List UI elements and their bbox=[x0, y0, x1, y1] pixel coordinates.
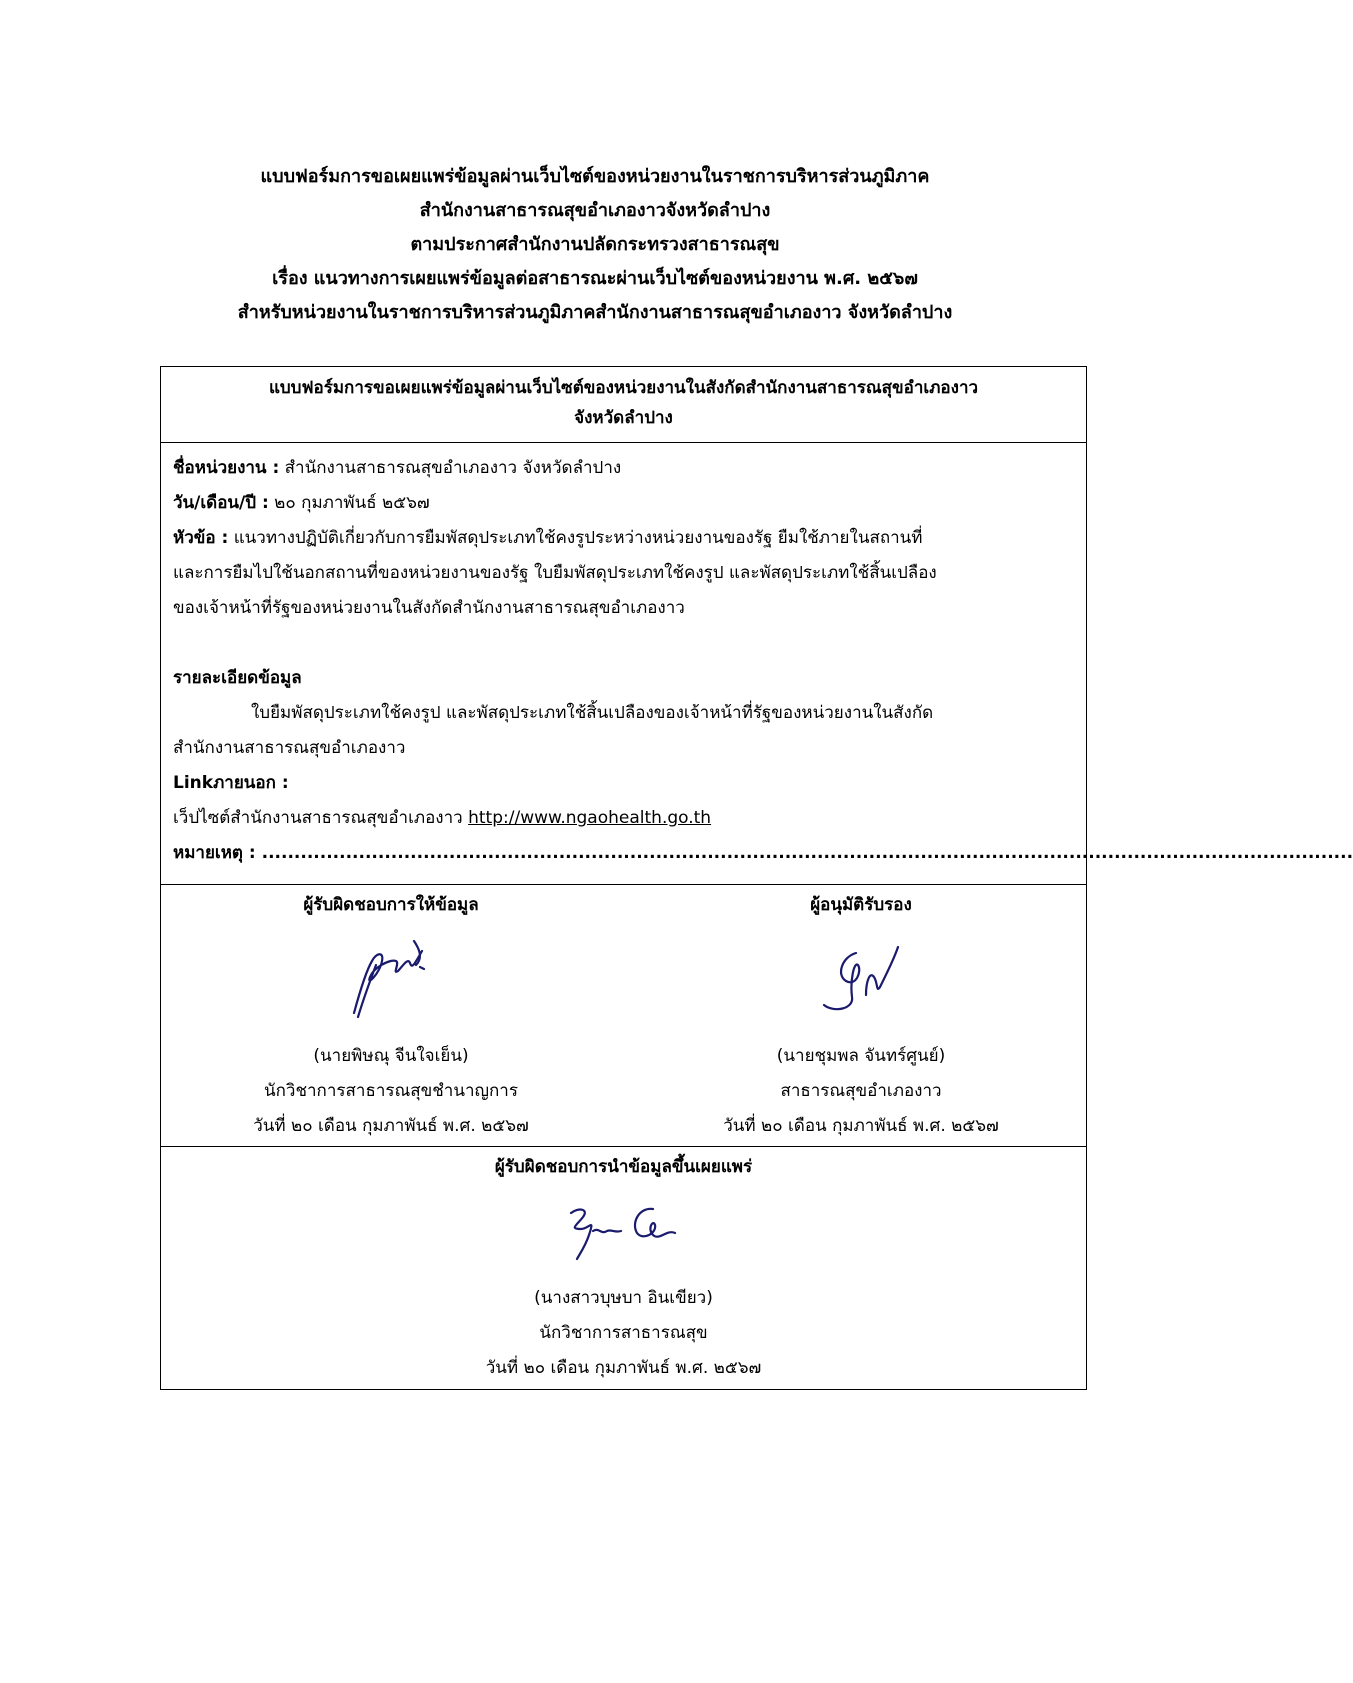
date-label: วัน/เดือน/ปี : bbox=[173, 493, 269, 513]
publisher-signature-image bbox=[161, 1187, 1086, 1281]
agency-value: สำนักงานสาธารณสุขอำเภองาว จังหวัดลำปาง bbox=[279, 458, 622, 478]
responsible-heading: ผู้รับผิดชอบการให้ข้อมูล bbox=[303, 895, 479, 915]
date-value: ๒๐ กุมภาพันธ์ ๒๕๖๗ bbox=[268, 493, 430, 513]
approver-name: (นายชุมพล จันทร์ศูนย์) bbox=[776, 1046, 946, 1066]
document-header bbox=[0, 160, 1190, 330]
request-form-table bbox=[160, 366, 1353, 1390]
publisher-box bbox=[161, 1147, 1086, 1389]
signature-icon bbox=[336, 931, 446, 1027]
approver-signature-block bbox=[681, 885, 1041, 1144]
spacer bbox=[173, 626, 1076, 661]
approver-signature-image bbox=[681, 925, 1041, 1039]
note-row bbox=[173, 836, 1353, 871]
date-row bbox=[173, 486, 1076, 521]
approver-date: วันที่ ๒๐ เดือน กุมภาพันธ์ พ.ศ. ๒๕๖๗ bbox=[723, 1116, 999, 1136]
form-info-box bbox=[161, 443, 1353, 885]
topic-label: หัวข้อ : bbox=[173, 528, 229, 548]
agency-row bbox=[173, 451, 1076, 486]
approver-heading: ผู้อนุมัติรับรอง bbox=[810, 895, 912, 915]
publisher-position: นักวิชาการสาธารณสุข bbox=[539, 1323, 708, 1343]
publisher-heading: ผู้รับผิดชอบการนำข้อมูลขึ้นเผยแพร่ bbox=[494, 1157, 753, 1177]
website-link[interactable]: http://www.ngaohealth.go.th bbox=[468, 808, 712, 828]
form-title-line-2: จังหวัดลำปาง bbox=[574, 408, 673, 428]
header-line-1: แบบฟอร์มการขอเผยแพร่ข้อมูลผ่านเว็บไซต์ของหน่วยงานในราชการบริหารส่วนภูมิภาค bbox=[260, 166, 930, 187]
signature-icon bbox=[549, 1195, 699, 1265]
header-line-5: สำหรับหน่วยงานในราชการบริหารส่วนภูมิภาคสำนักงานสาธารณสุขอำเภองาว จังหวัดลำปาง bbox=[237, 302, 953, 323]
responsible-date: วันที่ ๒๐ เดือน กุมภาพันธ์ พ.ศ. ๒๕๖๗ bbox=[253, 1116, 529, 1136]
website-label: เว็ปไซต์สำนักงานสาธารณสุขอำเภองาว bbox=[173, 808, 469, 828]
header-line-3: ตามประกาศสำนักงานปลัดกระทรวงสาธารณสุข bbox=[410, 234, 780, 255]
website-row bbox=[173, 801, 1076, 836]
topic-row bbox=[173, 521, 1076, 556]
note-dots: ......................................................................................................................................................................... bbox=[261, 843, 1353, 863]
approver-position: สาธารณสุขอำเภองาว bbox=[780, 1081, 942, 1101]
header-line-2: สำนักงานสาธารณสุขอำเภองาวจังหวัดลำปาง bbox=[419, 200, 771, 221]
header-line-4: เรื่อง แนวทางการเผยแพร่ข้อมูลต่อสาธารณะผ่านเว็บไซต์ของหน่วยงาน พ.ศ. ๒๕๖๗ bbox=[272, 268, 918, 289]
responsible-name: (นายพิษณุ จีนใจเย็น) bbox=[313, 1046, 469, 1066]
topic-line-3: ของเจ้าหน้าที่รัฐของหน่วยงานในสังกัดสำนักงานสาธารณสุขอำเภองาว bbox=[173, 598, 685, 618]
publisher-date: วันที่ ๒๐ เดือน กุมภาพันธ์ พ.ศ. ๒๕๖๗ bbox=[485, 1358, 762, 1378]
responsible-signature-image bbox=[221, 925, 561, 1039]
agency-label: ชื่อหน่วยงาน : bbox=[173, 458, 280, 478]
external-link-label: Linkภายนอก : bbox=[173, 773, 289, 793]
signature-icon bbox=[806, 931, 916, 1027]
form-title-box bbox=[161, 367, 1086, 443]
signature-box bbox=[161, 885, 1086, 1147]
details-line-1: ใบยืมพัสดุประเภทใช้คงรูป และพัสดุประเภทใช้สิ้นเปลืองของเจ้าหน้าที่รัฐของหน่วยงานในสังกัด bbox=[251, 703, 934, 723]
publisher-name: (นางสาวบุษบา อินเขียว) bbox=[534, 1288, 713, 1308]
form-title-line-1: แบบฟอร์มการขอเผยแพร่ข้อมูลผ่านเว็บไซต์ของหน่วยงานในสังกัดสำนักงานสาธารณสุขอำเภองาว bbox=[268, 378, 979, 398]
details-label: รายละเอียดข้อมูล bbox=[173, 668, 302, 688]
topic-line-2: และการยืมไปใช้นอกสถานที่ของหน่วยงานของรัฐ ใบยืมพัสดุประเภทใช้คงรูป และพัสดุประเภทใช้สิ้นเปลือง bbox=[173, 563, 937, 583]
responsible-signature-block bbox=[221, 885, 561, 1144]
note-label: หมายเหตุ : bbox=[173, 843, 262, 863]
responsible-position: นักวิชาการสาธารณสุขชำนาญการ bbox=[264, 1081, 518, 1101]
topic-line-1: แนวทางปฏิบัติเกี่ยวกับการยืมพัสดุประเภทใช้คงรูประหว่างหน่วยงานของรัฐ ยืมใช้ภายในสถานที่ bbox=[228, 528, 923, 548]
details-line-2: สำนักงานสาธารณสุขอำเภองาว bbox=[173, 738, 406, 758]
